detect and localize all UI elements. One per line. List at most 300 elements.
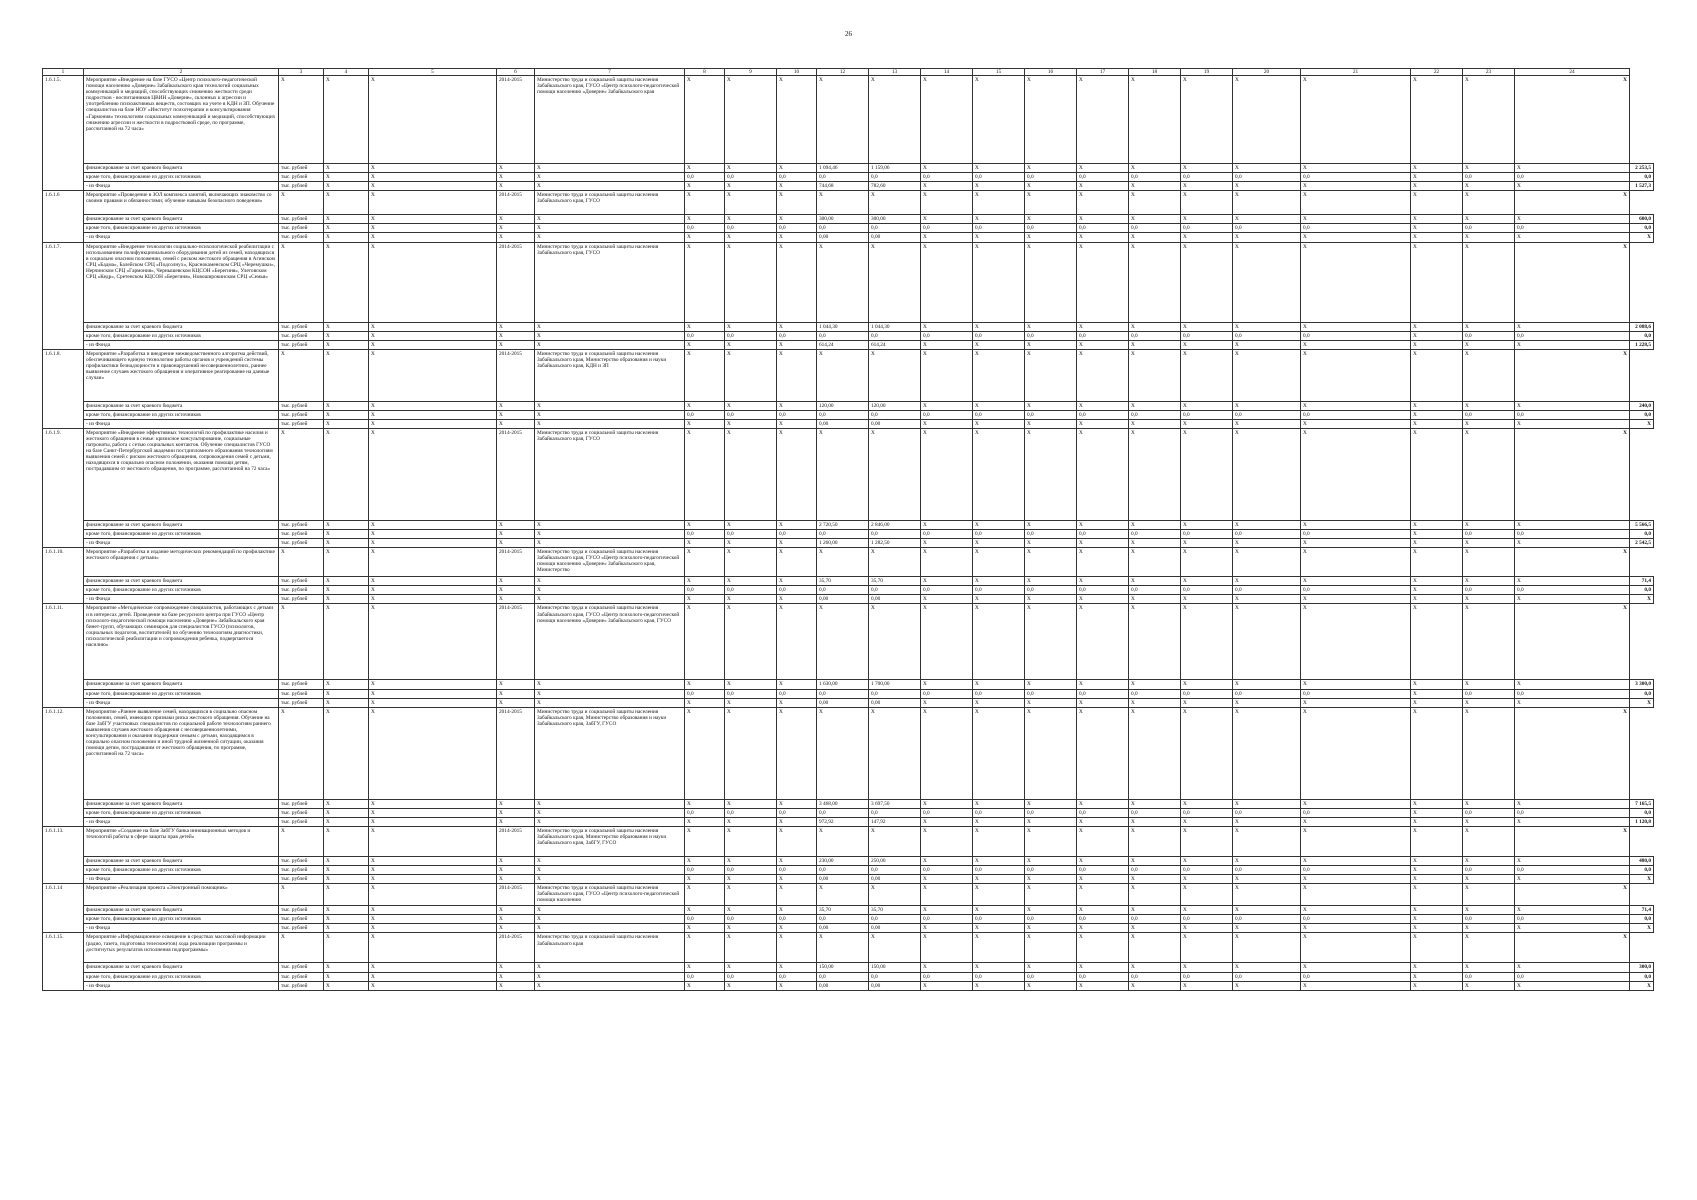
total-value: 71,4: [1630, 577, 1654, 586]
x-mark: X: [1301, 349, 1411, 401]
funding-label: финансирование за счет краевого бюджета: [84, 577, 279, 586]
unit-label: тыс. рублей: [279, 215, 324, 224]
x-mark: X: [324, 595, 369, 604]
x-mark: X: [973, 521, 1025, 530]
x-mark: X: [279, 884, 324, 906]
funding-label: финансирование за счет краевого бюджета: [84, 680, 279, 689]
funding-row: [43, 915, 1654, 924]
x-mark: X: [973, 680, 1025, 689]
x-mark: X: [369, 340, 497, 349]
total-value: X: [1630, 419, 1654, 428]
funding-label: кроме того, финансирование из других источников: [84, 173, 279, 182]
x-mark: X: [1301, 419, 1411, 428]
x-mark: X: [324, 817, 369, 826]
total-value: 2 253,5: [1630, 164, 1654, 173]
x-mark: X: [1411, 972, 1463, 981]
x-mark: X: [497, 915, 535, 924]
x-mark: X: [535, 817, 685, 826]
measure-code: 1.6.1.9.: [43, 429, 84, 548]
x-mark: X: [725, 349, 777, 401]
value-cell: 0,0: [1233, 808, 1301, 817]
x-mark: X: [324, 242, 369, 322]
funding-row: [43, 595, 1654, 604]
x-mark: X: [1411, 586, 1463, 595]
x-mark: X: [535, 401, 685, 410]
total-value: 2 088,6: [1630, 322, 1654, 331]
x-mark: X: [497, 924, 535, 933]
value-cell: 0,0: [973, 173, 1025, 182]
x-mark: X: [1077, 233, 1129, 242]
x-mark: X: [1411, 215, 1463, 224]
x-mark: X: [777, 875, 817, 884]
x-mark: X: [1025, 963, 1077, 972]
funding-label: финансирование за счет краевого бюджета: [84, 856, 279, 865]
x-mark: X: [1025, 76, 1077, 164]
unit-label: тыс. рублей: [279, 173, 324, 182]
x-mark: X: [1181, 76, 1233, 164]
x-mark: X: [1181, 349, 1233, 401]
x-mark: X: [1411, 698, 1463, 707]
x-mark: X: [1463, 539, 1515, 548]
x-mark: X: [1077, 933, 1129, 963]
value-cell: 0,0: [817, 224, 869, 233]
value-cell: 0,0: [1025, 866, 1077, 875]
x-mark: X: [497, 856, 535, 865]
x-mark: X: [1233, 191, 1301, 215]
x-mark: X: [921, 76, 973, 164]
x-mark: X: [1181, 164, 1233, 173]
value-cell: 0,0: [1463, 972, 1515, 981]
x-mark: X: [921, 401, 973, 410]
x-mark: X: [1411, 521, 1463, 530]
x-mark: X: [1025, 875, 1077, 884]
x-mark: X: [1463, 401, 1515, 410]
measure-description: Мероприятие «Информационное освещение в средствах массовой информации (радио, газета, подготовка телесюжетов) хода реализации программы и достигнутых результатов исполнения подпрограммы»: [84, 933, 279, 963]
funding-row: [43, 680, 1654, 689]
x-mark: X: [777, 182, 817, 191]
x-mark: X: [973, 182, 1025, 191]
x-mark: X: [1129, 233, 1181, 242]
value-cell: 0,0: [1077, 808, 1129, 817]
x-mark: X: [685, 548, 725, 577]
value-cell: 0,0: [1301, 410, 1411, 419]
x-mark: X: [973, 419, 1025, 428]
x-mark: X: [279, 242, 324, 322]
x-mark: X: [1463, 875, 1515, 884]
total-value: 71,4: [1630, 906, 1654, 915]
x-mark: X: [1301, 906, 1411, 915]
x-mark: X: [817, 826, 869, 856]
x-mark: X: [279, 933, 324, 963]
x-mark: X: [1129, 595, 1181, 604]
x-mark: X: [1077, 182, 1129, 191]
measure-description: Мероприятие «Внедрение эффективных технологий по профилактике насилия и жестокого обращения в семье: кризисное консультирование, социальные патронаты, работа с сетью социальных контактов. Обучение специалистов ГУСО на базе Санкт-Петербургской академии постдипломного образования технологиям выявления семей с риском жестокого обращения, сопровождения семей с детьми, находящихся в социально опасном положении, оказания помощи детям, пострадавшим от жестокого обращения, по программе, рассчитанной на 72 часа»: [84, 429, 279, 521]
x-mark: X: [973, 349, 1025, 401]
x-mark: X: [497, 981, 535, 990]
x-mark: X: [1515, 963, 1630, 972]
x-mark: X: [921, 164, 973, 173]
column-number: 8: [685, 69, 725, 76]
column-number: 10: [777, 69, 817, 76]
value-cell: 0,0: [1515, 689, 1630, 698]
x-mark: X: [1411, 410, 1463, 419]
value-cell: 0,0: [869, 410, 921, 419]
x-mark: X: [369, 817, 497, 826]
x-mark: X: [497, 963, 535, 972]
x-mark: X: [1077, 242, 1129, 322]
value-cell: 0,0: [817, 915, 869, 924]
funding-label: - из Фонда: [84, 340, 279, 349]
x-mark: X: [1233, 233, 1301, 242]
x-mark: X: [725, 963, 777, 972]
x-mark: X: [725, 340, 777, 349]
x-mark: X: [1301, 577, 1411, 586]
x-mark: X: [279, 826, 324, 856]
x-mark: X: [1515, 215, 1630, 224]
measure-executors: Министерство труда и социальной защиты населения Забайкальского края, Министерство образования и науки Забайкальского края, ЗабГУ, ГУСО: [535, 707, 685, 799]
x-mark: X: [497, 539, 535, 548]
x-mark: X: [1233, 856, 1301, 865]
x-mark: X: [921, 680, 973, 689]
x-mark: X: [1181, 604, 1233, 680]
x-mark: X: [1463, 164, 1515, 173]
column-number: 9: [725, 69, 777, 76]
unit-label: тыс. рублей: [279, 817, 324, 826]
x-mark: X: [1181, 191, 1233, 215]
x-mark: X: [1515, 680, 1630, 689]
x-mark: X: [869, 604, 921, 680]
x-mark: X: [1411, 875, 1463, 884]
x-mark: X: [1129, 419, 1181, 428]
value-cell: 0,0: [1025, 224, 1077, 233]
x-mark: X: [324, 680, 369, 689]
x-mark: X: [535, 680, 685, 689]
value-cell: 0,0: [777, 586, 817, 595]
x-mark: X: [1233, 419, 1301, 428]
funding-row: [43, 906, 1654, 915]
x-mark: X: [1463, 680, 1515, 689]
x-mark: X: [817, 707, 869, 799]
x-mark: X: [497, 164, 535, 173]
x-mark: X: [1411, 331, 1463, 340]
x-mark: X: [1077, 577, 1129, 586]
value-2014: 35,70: [817, 906, 869, 915]
value-cell: 0,0: [1463, 586, 1515, 595]
funding-label: - из Фонда: [84, 924, 279, 933]
x-mark: X: [497, 817, 535, 826]
value-cell: 0,0: [1301, 530, 1411, 539]
value-cell: 0,0: [1025, 530, 1077, 539]
funding-row: [43, 182, 1654, 191]
x-mark: X: [1181, 698, 1233, 707]
x-mark: X: [921, 707, 973, 799]
x-mark: X: [535, 521, 685, 530]
x-mark: X: [685, 340, 725, 349]
value-cell: 0,0: [1129, 173, 1181, 182]
x-mark: X: [1411, 224, 1463, 233]
x-mark: X: [725, 826, 777, 856]
value-cell: 0,0: [921, 530, 973, 539]
x-mark: X: [869, 76, 921, 164]
column-number: 21: [1301, 69, 1411, 76]
value-cell: 0,0: [1301, 224, 1411, 233]
x-mark: X: [777, 215, 817, 224]
x-mark: X: [1025, 707, 1077, 799]
x-mark: X: [921, 817, 973, 826]
measure-row: [43, 76, 1654, 164]
x-mark: X: [1411, 233, 1463, 242]
x-mark: X: [1181, 429, 1233, 521]
measure-row: [43, 242, 1654, 322]
measure-code: 1.6.1.7.: [43, 242, 84, 349]
funding-label: финансирование за счет краевого бюджета: [84, 215, 279, 224]
value-2015: 150,00: [869, 963, 921, 972]
total-value: X: [1630, 875, 1654, 884]
column-number: 1: [43, 69, 84, 76]
x-mark: X: [369, 856, 497, 865]
funding-row: [43, 689, 1654, 698]
x-mark: X: [685, 604, 725, 680]
x-mark: X: [1515, 322, 1630, 331]
value-cell: 0,0: [685, 530, 725, 539]
measure-row: [43, 933, 1654, 963]
total-value: 1 120,8: [1630, 817, 1654, 826]
x-mark: X: [685, 539, 725, 548]
x-mark: X: [1129, 924, 1181, 933]
x-mark: X: [777, 856, 817, 865]
x-mark: X: [921, 906, 973, 915]
total-value: X: [1630, 981, 1654, 990]
x-mark: X: [1411, 924, 1463, 933]
total-value: 0,0: [1630, 173, 1654, 182]
x-mark: X: [777, 884, 817, 906]
x-mark: X: [1025, 906, 1077, 915]
x-mark: X: [1025, 981, 1077, 990]
x-mark: X: [324, 521, 369, 530]
x-mark: X: [369, 577, 497, 586]
measure-row: [43, 548, 1654, 577]
value-cell: 0,0: [1181, 972, 1233, 981]
value-cell: 0,0: [817, 530, 869, 539]
x-mark: X: [1411, 340, 1463, 349]
x-mark: X: [1233, 215, 1301, 224]
unit-label: тыс. рублей: [279, 224, 324, 233]
measure-description: Мероприятие «Реализация проекта «Электронный помощник»: [84, 884, 279, 906]
x-mark: X: [1181, 419, 1233, 428]
x-mark: X: [1181, 963, 1233, 972]
x-mark: X: [777, 604, 817, 680]
x-mark: X: [1025, 826, 1077, 856]
x-mark: X: [1025, 401, 1077, 410]
unit-label: тыс. рублей: [279, 340, 324, 349]
x-mark: X: [324, 191, 369, 215]
total-value: 300,0: [1630, 963, 1654, 972]
x-mark: X: [497, 224, 535, 233]
x-mark: X: [1301, 521, 1411, 530]
funding-row: [43, 164, 1654, 173]
funding-label: - из Фонда: [84, 698, 279, 707]
x-mark: X: [1181, 182, 1233, 191]
x-mark: X: [497, 906, 535, 915]
x-mark: X: [1411, 817, 1463, 826]
x-mark: X: [1233, 577, 1301, 586]
x-mark: X: [1411, 577, 1463, 586]
x-mark: X: [921, 856, 973, 865]
x-mark: X: [535, 331, 685, 340]
x-mark: X: [777, 521, 817, 530]
value-2015: 3 697,50: [869, 799, 921, 808]
x-mark: X: [973, 707, 1025, 799]
x-mark: X: [1077, 349, 1129, 401]
x-mark: X: [777, 242, 817, 322]
x-mark: X: [1515, 577, 1630, 586]
value-cell: 0,0: [1077, 972, 1129, 981]
x-mark: X: [369, 972, 497, 981]
x-mark: X: [1463, 548, 1515, 577]
x-mark: X: [1411, 680, 1463, 689]
x-mark: X: [324, 604, 369, 680]
funding-row: [43, 586, 1654, 595]
value-2015: 614,24: [869, 340, 921, 349]
x-mark: X: [921, 548, 973, 577]
x-mark: X: [535, 164, 685, 173]
x-mark: X: [973, 698, 1025, 707]
funding-row: [43, 698, 1654, 707]
measure-executors: Министерство труда и социальной защиты населения Забайкальского края, ГУСО «Центр психолого-педагогической помощи населению «Доверие» Забайкальского края, ГУСО: [535, 604, 685, 680]
measure-period: 2014-2015: [497, 242, 535, 322]
x-mark: X: [1515, 401, 1630, 410]
x-mark: X: [777, 340, 817, 349]
x-mark: X: [685, 817, 725, 826]
x-mark: X: [1411, 981, 1463, 990]
funding-row: [43, 233, 1654, 242]
value-2015: 0,00: [869, 875, 921, 884]
x-mark: X: [685, 698, 725, 707]
x-mark: X: [921, 595, 973, 604]
value-2014: 3 468,00: [817, 799, 869, 808]
x-mark: X: [324, 875, 369, 884]
x-mark: X: [1077, 707, 1129, 799]
x-mark: X: [369, 419, 497, 428]
x-mark: X: [324, 530, 369, 539]
x-mark: X: [869, 826, 921, 856]
value-cell: 0,0: [869, 915, 921, 924]
column-number: 3: [279, 69, 324, 76]
x-mark: X: [1411, 76, 1463, 164]
x-mark: X: [1025, 577, 1077, 586]
value-2014: 0,00: [817, 698, 869, 707]
unit-label: тыс. рублей: [279, 331, 324, 340]
x-mark: X: [1181, 884, 1233, 906]
measure-code: 1.6.1.14: [43, 884, 84, 933]
x-mark: X: [1463, 707, 1515, 799]
value-2014: 1 044,30: [817, 322, 869, 331]
value-2014: 0,00: [817, 595, 869, 604]
x-mark: X: [921, 215, 973, 224]
x-mark: X: [369, 164, 497, 173]
x-mark: X: [725, 884, 777, 906]
funding-label: кроме того, финансирование из других источников: [84, 808, 279, 817]
value-cell: 0,0: [1129, 224, 1181, 233]
x-mark: X: [1129, 429, 1181, 521]
x-mark: X: [324, 933, 369, 963]
x-mark: X: [1301, 680, 1411, 689]
value-cell: 0,0: [725, 331, 777, 340]
x-mark: X: [973, 322, 1025, 331]
x-mark: X: [324, 906, 369, 915]
x-mark: X: [1515, 539, 1630, 548]
x-mark: X: [1233, 164, 1301, 173]
value-cell: 0,0: [777, 689, 817, 698]
value-2015: 0,00: [869, 924, 921, 933]
x-mark: X: [369, 173, 497, 182]
x-mark: X: [1077, 963, 1129, 972]
x-mark: X: [973, 539, 1025, 548]
x-mark: X: [777, 539, 817, 548]
x-mark: X: [725, 242, 777, 322]
x-mark: X: [1233, 963, 1301, 972]
value-cell: 0,0: [1301, 972, 1411, 981]
x-mark: X: [725, 182, 777, 191]
x-mark: X: [497, 530, 535, 539]
x-mark: X: [324, 577, 369, 586]
x-mark: X: [1077, 191, 1129, 215]
x-mark: X: [324, 808, 369, 817]
unit-label: тыс. рублей: [279, 182, 324, 191]
value-cell: 0,0: [1129, 331, 1181, 340]
x-mark: X: [497, 866, 535, 875]
value-2015: 250,00: [869, 856, 921, 865]
measure-code: 1.6.1.12.: [43, 707, 84, 826]
x-mark: X: [973, 826, 1025, 856]
unit-label: тыс. рублей: [279, 689, 324, 698]
value-cell: 0,0: [1077, 410, 1129, 419]
x-mark: X: [1181, 521, 1233, 530]
x-mark: X: [1411, 401, 1463, 410]
x-mark: X: [1301, 215, 1411, 224]
value-cell: 0,0: [1129, 972, 1181, 981]
x-mark: X: [279, 604, 324, 680]
x-mark: X: [1077, 164, 1129, 173]
funding-row: [43, 521, 1654, 530]
funding-label: финансирование за счет краевого бюджета: [84, 401, 279, 410]
x-mark: X: [369, 689, 497, 698]
x-mark: X: [1129, 698, 1181, 707]
column-number: 13: [869, 69, 921, 76]
funding-label: кроме того, финансирование из других источников: [84, 972, 279, 981]
x-mark: X: [1181, 924, 1233, 933]
x-mark: X: [725, 215, 777, 224]
x-mark: X: [817, 933, 869, 963]
value-cell: 0,0: [1129, 586, 1181, 595]
x-mark: X: [921, 233, 973, 242]
total-value: X: [1630, 595, 1654, 604]
x-mark: X: [497, 233, 535, 242]
x-mark: X: [1077, 906, 1129, 915]
x-mark: X: [973, 340, 1025, 349]
value-cell: 0,0: [921, 972, 973, 981]
x-mark: X: [369, 233, 497, 242]
total-value: 0,0: [1630, 586, 1654, 595]
column-number: 5: [369, 69, 497, 76]
x-mark: X: [1077, 521, 1129, 530]
x-mark: X: [1181, 856, 1233, 865]
x-mark: X: [1077, 981, 1129, 990]
measure-description: Мероприятие «Разработка и издание методических рекомендаций по профилактике жестокого обращения с детьми»: [84, 548, 279, 577]
x-mark: X: [1181, 933, 1233, 963]
x-mark: X: [685, 595, 725, 604]
x-mark: X: [921, 429, 973, 521]
